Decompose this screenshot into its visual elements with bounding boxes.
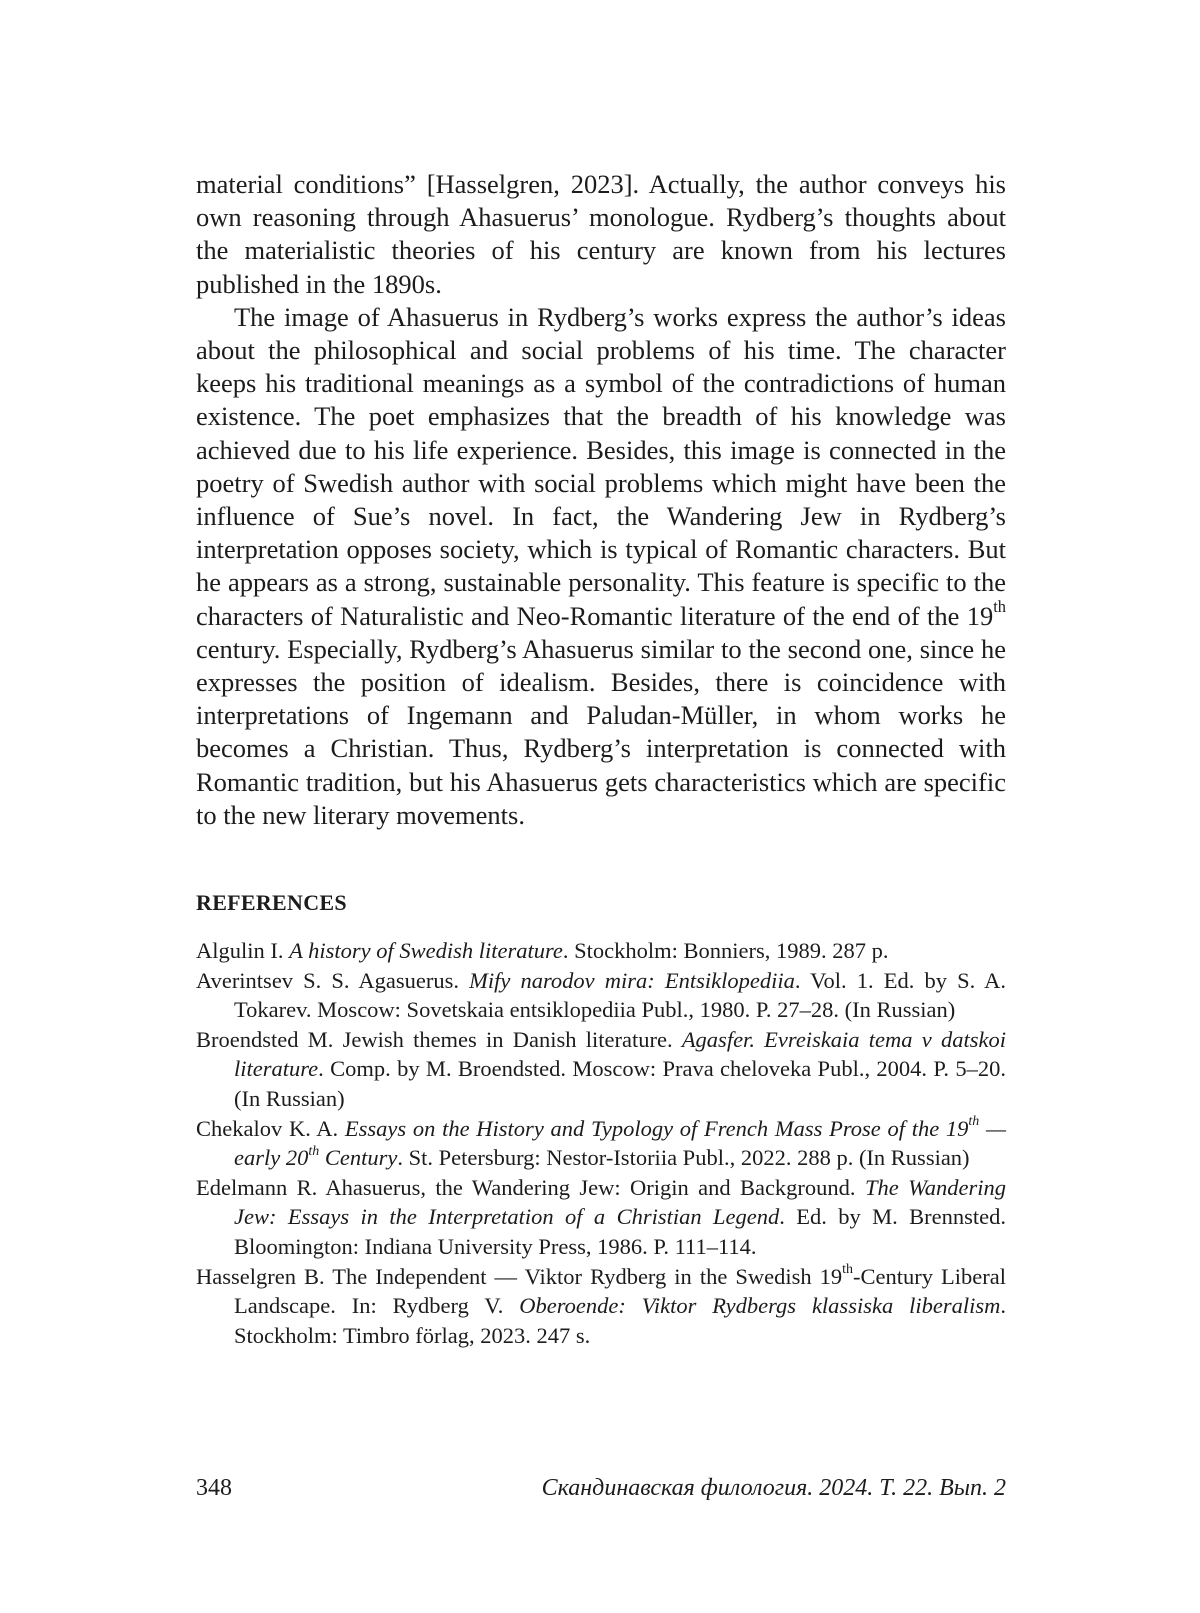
text-run: Edelmann R. Ahasuerus, the Wandering Jew: Origin and Background. <box>196 1174 865 1200</box>
references-heading: REFERENCES <box>196 890 347 916</box>
text-run: Algulin I. <box>196 938 290 964</box>
superscript: th <box>968 1114 980 1130</box>
text-run: material conditions” [Hasselgren, 2023]. Actually, the author conveys his own reasoning through Ahasuerus’ monologue. Rydberg’s thoughts about the materialistic theories of his century are known from his lectures published in the 1890s. <box>196 169 1006 299</box>
reference-entry <box>196 1262 1006 1351</box>
reference-entry <box>196 1025 1006 1114</box>
text-run: . Stockholm: Bonniers, 1989. 287 p. <box>562 938 889 964</box>
body-paragraph-1 <box>196 168 1006 301</box>
text-run: . Vol. 1. Ed. by S. A. Tokarev. Moscow: Sovetskaia entsiklopediia Publ., 1980. P. 27–28. (In Russian) <box>234 967 1006 1023</box>
page-number: 348 <box>196 1475 232 1501</box>
text-run: Hasselgren B. The Independent — Viktor Rydberg in the Swedish 19 <box>196 1263 843 1289</box>
text-run: Oberoende: Viktor Rydbergs klassiska liberalism <box>519 1293 1001 1319</box>
text-run: Essays on the History and Typology of French Mass Prose of the 19 <box>344 1115 969 1141</box>
text-column <box>196 168 1006 1350</box>
superscript: th <box>993 597 1006 617</box>
text-run: — early 20 <box>234 1115 1006 1171</box>
text-run: The Wandering Jew: Essays in the Interpretation of a Christian Legend <box>234 1174 1006 1230</box>
text-run: Averintsev S. S. Agasuerus. <box>196 967 470 993</box>
text-run: Mify narodov mira: Entsiklopediia <box>469 967 795 993</box>
text-run: Chekalov K. A. <box>196 1115 345 1141</box>
text-run: A history of Swedish literature <box>289 938 563 964</box>
text-run: The image of Ahasuerus in Rydberg’s works express the author’s ideas about the philosophical and social problems of his time. The character keeps his traditional meanings as a symbol of the contradictions of human existence. The poet emphasizes that the breadth of his knowledge was achieved due to his life experience. Besides, this image is connected in the poetry of Swedish author with social problems which might have been the influence of Sue’s novel. In fact, the Wandering Jew in Rydberg’s interpretation opposes society, which is typical of Romantic characters. But he appears as a strong, sustainable personality. This feature is specific to the characters of Naturalistic and Neo-Romantic literature of the end of the 19 <box>196 301 1006 631</box>
reference-entry <box>196 936 1006 966</box>
text-run: -Century Liberal Landscape. In: Rydberg V. <box>234 1263 1006 1319</box>
body-paragraph-2 <box>196 301 1006 832</box>
text-run: . St. Petersburg: Nestor-Istoriia Publ., 2022. 288 p. (In Russian) <box>397 1145 970 1171</box>
reference-entry <box>196 1173 1006 1262</box>
journal-citation: Скандинавская филология. 2024. Т. 22. Вып. 2 <box>541 1475 1006 1501</box>
text-run: . Stockholm: Timbro förlag, 2023. 247 s. <box>234 1293 1006 1348</box>
superscript: th <box>842 1262 853 1278</box>
text-run: . Ed. by M. Brennsted. Bloomington: Indiana University Press, 1986. P. 111–114. <box>234 1204 1006 1259</box>
body-text <box>196 168 1006 832</box>
reference-entry <box>196 966 1006 1025</box>
references-list <box>196 936 1006 1350</box>
reference-entry <box>196 1114 1006 1173</box>
text-run: century. Especially, Rydberg’s Ahasuerus similar to the second one, since he expresses the position of idealism. Besides, there is coincidence with interpretations of Ingemann and Paludan-Müller, in whom works he becomes a Christian. Thus, Rydberg’s interpretation is connected with Romantic tradition, but his Ahasuerus gets characteristics which are specific to the new literary movements. <box>196 633 1006 830</box>
text-run: Agasfer. Evreiskaia tema v datskoi literature <box>234 1026 1006 1082</box>
text-run: Broendsted M. Jewish themes in Danish literature. <box>196 1026 682 1052</box>
text-run: Century <box>319 1145 398 1171</box>
text-run: . Comp. by M. Broendsted. Moscow: Prava cheloveka Publ., 2004. P. 5–20. (In Russian) <box>234 1056 1006 1112</box>
page-footer <box>196 1475 1006 1502</box>
superscript: th <box>308 1143 320 1159</box>
